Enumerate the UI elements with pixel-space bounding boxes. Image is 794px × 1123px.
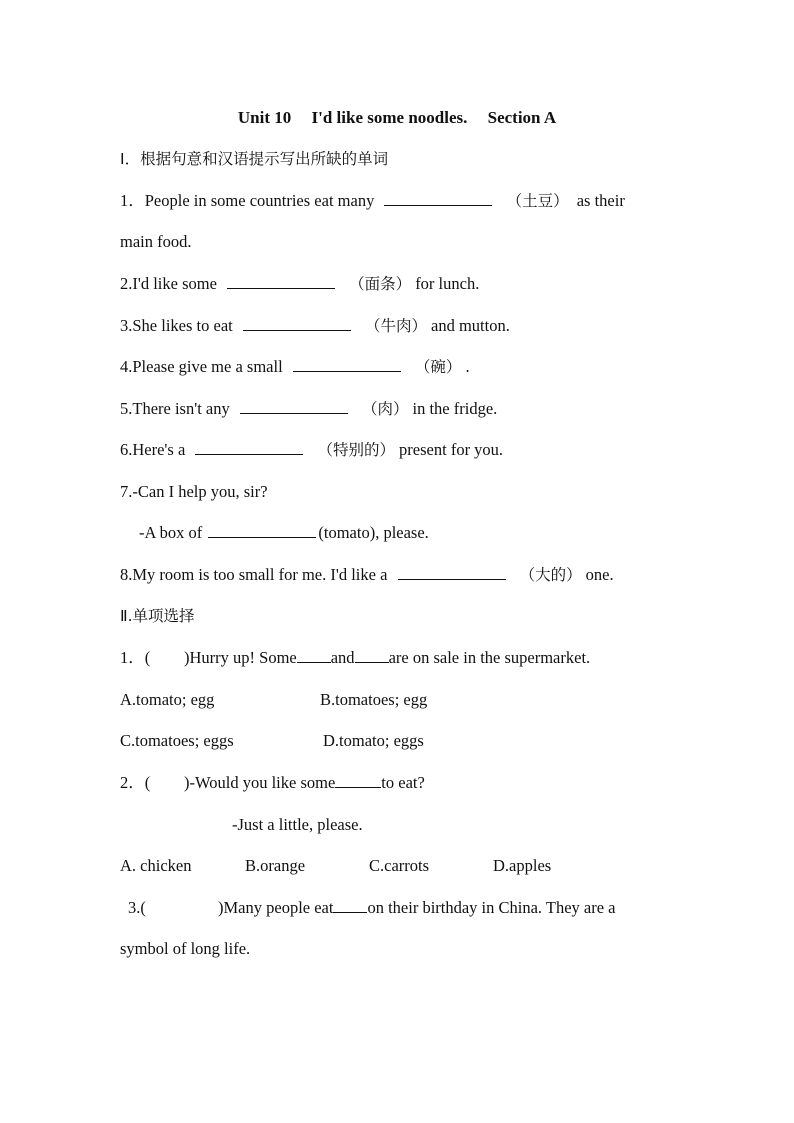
- s1-item-3-post: and mutton.: [431, 316, 510, 335]
- s1-item-7-pre: -A box of: [139, 523, 203, 542]
- s2-q3-num: 3.(: [128, 898, 146, 917]
- s2-q1-option-b: B.tomatoes; egg: [320, 690, 428, 709]
- s1-item-6-hint: （特别的）: [317, 441, 396, 459]
- s2-q1-option-a: A.tomato; egg: [120, 690, 215, 709]
- s1-item-7-post: (tomato), please.: [318, 523, 429, 542]
- answer-blank: [243, 316, 351, 331]
- s2-q2-reply: -Just a little, please.: [232, 815, 363, 834]
- s2-q1-t1: )Hurry up! Some: [184, 648, 297, 667]
- answer-blank: [398, 565, 506, 580]
- s1-item-4: [120, 357, 470, 377]
- answer-blank: [240, 399, 348, 414]
- s2-q1-num: 1．(: [120, 648, 151, 667]
- s1-item-2-hint: （面条）: [349, 275, 412, 293]
- s2-q2: [120, 773, 425, 793]
- s1-item-7-question: 7.-Can I help you, sir?: [120, 482, 268, 501]
- s1-item-5-pre: 5.There isn't any: [120, 399, 230, 418]
- s1-item-4-post: .: [465, 357, 470, 376]
- s2-q1-option-c: C.tomatoes; eggs: [120, 731, 234, 750]
- section2-heading: Ⅱ.单项选择: [120, 607, 195, 625]
- answer-blank: [335, 773, 381, 788]
- s1-item-4-hint: （碗）: [414, 358, 462, 376]
- s1-item-5: [120, 399, 497, 419]
- s1-item-4-pre: 4.Please give me a small: [120, 357, 283, 376]
- s1-item-6: [120, 440, 503, 460]
- answer-blank: [384, 191, 492, 206]
- s2-q2-t1: )-Would you like some: [184, 773, 336, 792]
- answer-blank: [208, 523, 316, 538]
- title-unit: Unit 10: [237, 108, 292, 127]
- s1-item-2: [120, 274, 479, 294]
- s1-item-3-hint: （牛肉）: [364, 317, 427, 335]
- answer-blank: [355, 648, 389, 663]
- s1-item-6-pre: 6.Here's a: [120, 440, 186, 459]
- answer-blank: [195, 440, 303, 455]
- s2-q3: [128, 898, 616, 918]
- s1-item-1-hint: （土豆）: [506, 192, 569, 210]
- s2-q2-option-b: B.orange: [245, 856, 306, 875]
- s1-item-8-post: one.: [585, 565, 614, 584]
- s1-item-8-hint: （大的）: [519, 566, 582, 584]
- s1-item-3: [120, 316, 510, 336]
- s2-q2-option-c: C.carrots: [369, 856, 430, 875]
- s2-q1-t2: and: [330, 648, 355, 667]
- page-title: [0, 108, 794, 128]
- s2-q1-t3: are on sale in the supermarket.: [388, 648, 591, 667]
- s1-item-3-pre: 3.She likes to eat: [120, 316, 233, 335]
- s2-q3-t1: )Many people eat: [218, 898, 334, 917]
- s2-q3-t2: on their birthday in China. They are a: [367, 898, 616, 917]
- s2-q1: [120, 648, 590, 668]
- s1-item-5-post: in the fridge.: [412, 399, 498, 418]
- s1-item-2-pre: 2.I'd like some: [120, 274, 217, 293]
- s1-item-5-hint: （肉）: [361, 400, 409, 418]
- s2-q2-num: 2．(: [120, 773, 151, 792]
- s2-q1-option-d: D.tomato; eggs: [323, 731, 424, 750]
- answer-blank: [297, 648, 331, 663]
- s2-q2-t2: to eat?: [381, 773, 425, 792]
- answer-blank: [333, 898, 367, 913]
- s1-item-1-post: as their: [576, 191, 625, 210]
- s1-item-2-post: for lunch.: [415, 274, 480, 293]
- s1-item-8: [120, 565, 614, 585]
- title-section: Section A: [487, 108, 557, 127]
- s1-item-1-cont: main food.: [120, 232, 192, 251]
- s2-q2-option-a: A. chicken: [120, 856, 192, 875]
- answer-blank: [227, 274, 335, 289]
- section1-heading: Ⅰ．根据句意和汉语提示写出所缺的单词: [120, 150, 389, 168]
- answer-blank: [293, 357, 401, 372]
- s1-item-6-post: present for you.: [399, 440, 504, 459]
- title-lesson: I'd like some noodles.: [311, 108, 468, 127]
- s1-item-8-pre: 8.My room is too small for me. I'd like a: [120, 565, 388, 584]
- s2-q3-cont: symbol of long life.: [120, 939, 251, 958]
- s1-item-1-pre: 1．People in some countries eat many: [120, 191, 375, 210]
- s2-q2-option-d: D.apples: [493, 856, 552, 875]
- s1-item-1: [120, 191, 625, 211]
- s1-item-7-answer: [139, 523, 429, 543]
